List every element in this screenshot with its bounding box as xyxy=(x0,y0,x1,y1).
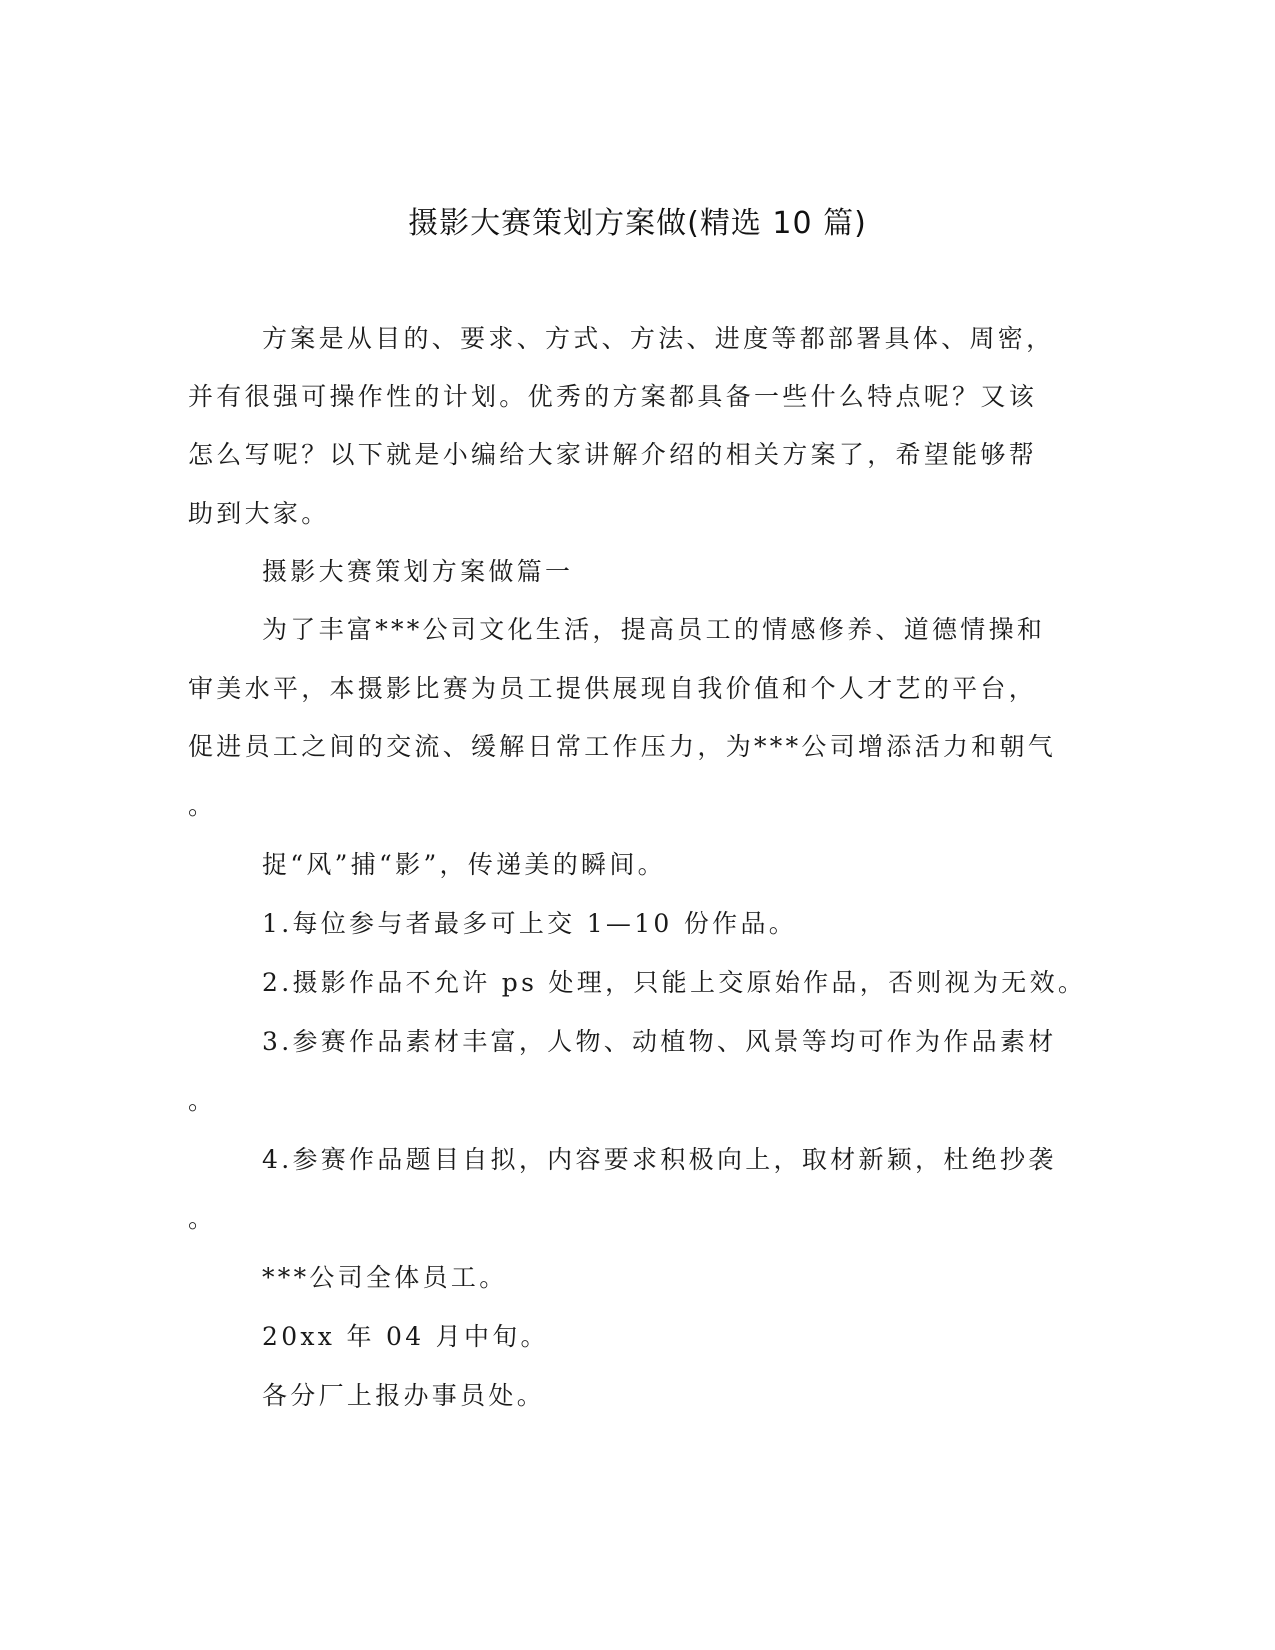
paragraph-line: 各分厂上报办事员处。 xyxy=(262,1381,546,1410)
paragraph-line: 促进员工之间的交流、缓解日常工作压力，为***公司增添活力和朝气 xyxy=(188,732,1057,761)
paragraph-line: 为了丰富***公司文化生活，提高员工的情感修养、道德情操和 xyxy=(262,615,1046,644)
list-item: 1.每位参与者最多可上交 1—10 份作品。 xyxy=(262,909,798,938)
section-heading: 摄影大赛策划方案做篇一 xyxy=(262,557,574,586)
paragraph-line: 。 xyxy=(188,1204,217,1233)
document-title: 摄影大赛策划方案做(精选 10 篇) xyxy=(408,206,867,241)
list-item: 2.摄影作品不允许 ps 处理，只能上交原始作品，否则视为无效。 xyxy=(262,968,1087,997)
paragraph-line: 。 xyxy=(188,791,217,820)
paragraph-line: 方案是从目的、要求、方式、方法、进度等都部署具体、周密， xyxy=(262,324,1055,353)
paragraph-line: 并有很强可操作性的计划。优秀的方案都具备一些什么特点呢？又该 xyxy=(188,382,1038,411)
paragraph-line: 捉“风”捕“影”，传递美的瞬间。 xyxy=(262,850,666,879)
paragraph-line: 。 xyxy=(188,1086,217,1115)
paragraph-line: 助到大家。 xyxy=(188,499,330,528)
paragraph-line: 20xx 年 04 月中旬。 xyxy=(262,1322,549,1351)
list-item: 4.参赛作品题目自拟，内容要求积极向上，取材新颖，杜绝抄袭 xyxy=(262,1145,1057,1174)
paragraph-line: 怎么写呢？以下就是小编给大家讲解介绍的相关方案了，希望能够帮 xyxy=(188,440,1038,469)
paragraph-line: 审美水平，本摄影比赛为员工提供展现自我价值和个人才艺的平台， xyxy=(188,674,1038,703)
list-item: 3.参赛作品素材丰富，人物、动植物、风景等均可作为作品素材 xyxy=(262,1027,1057,1056)
paragraph-line: ***公司全体员工。 xyxy=(262,1263,508,1292)
